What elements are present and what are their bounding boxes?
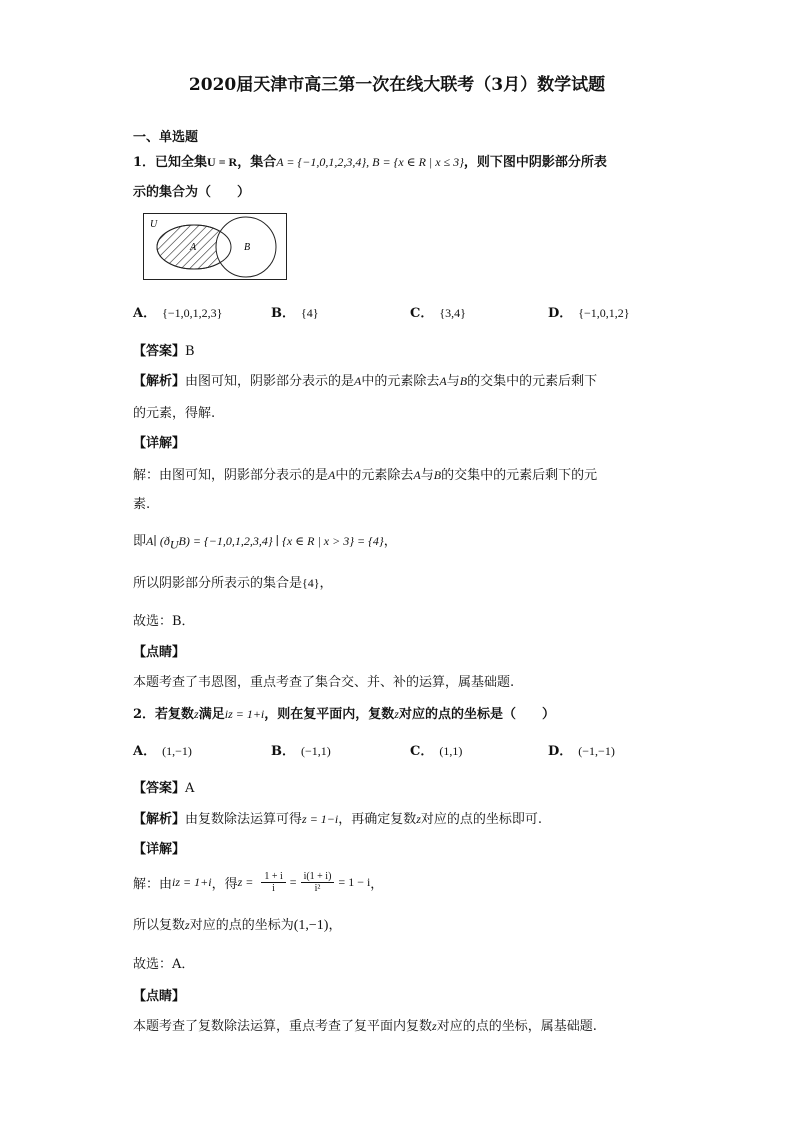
q2-option-a: A． (1,−1) <box>133 744 192 759</box>
q1-detail-heading: 【详解】 <box>133 436 186 451</box>
q2-detail-line-2: 所以复数z对应的点的坐标为(1,−1)， <box>133 918 342 933</box>
venn-diagram <box>143 213 288 281</box>
q2-detail-heading: 【详解】 <box>133 842 186 857</box>
question-1-line-2: 示的集合为（ ） <box>133 185 251 200</box>
q2-option-d: D． (−1,−1) <box>548 744 615 759</box>
q1-sets: A = {−1,0,1,2,3,4}, B = {x ∈ R | x ≤ 3} <box>276 155 464 169</box>
q1-detail-line-1: 解：由图可知，阴影部分表示的是A中的元素除去A与B的交集中的元素后剩下的元 <box>133 468 598 483</box>
page-title: 2020届天津市高三第一次在线大联考（3月）数学试题 <box>188 75 606 95</box>
q1-detail-line-4: 所以阴影部分所表示的集合是{4}， <box>133 576 333 591</box>
q1-analysis-line-2: 的元素，得解. <box>133 406 216 421</box>
venn-u-label: U <box>150 219 158 230</box>
section-heading: 一、单选题 <box>133 130 199 145</box>
q1-detail-line-3: 即A∣ $(ð_UB) = \{-1,0,1,2,3,4\}$ ∣ {x ∈ R | x > 3} = {4}， <box>133 534 397 552</box>
q1-suffix: ，则下图中阴影部分所表 <box>463 155 607 170</box>
q1-prefix: 1．已知全集 <box>133 155 208 170</box>
fraction-2: $\frac{i(1 + i)}{\text{i²}}$ <box>301 871 335 894</box>
q1-option-c: C． {3,4} <box>410 306 466 321</box>
q2-detail-line-1: 解：由 iz = 1+i ，得 z = $\frac{1 + i}{i}$ = $\frac{i(1 + i)}{\text{i²}}$ = 1 − i ， <box>133 870 384 894</box>
q2-detail-line-3: 故选：A． <box>133 957 195 972</box>
q1-detail-line-2: 素. <box>133 497 151 512</box>
q2-option-c: C． (1,1) <box>410 744 463 759</box>
q1-option-b: B． {4} <box>271 306 319 321</box>
q2-point-text: 本题考查了复数除法运算，重点考查了复平面内复数z对应的点的坐标，属基础题. <box>133 1019 597 1034</box>
venn-b-label: B <box>244 242 251 253</box>
q1-analysis-line-1: 【解析】由图可知，阴影部分表示的是A中的元素除去A与B的交集中的元素后剩下 <box>133 374 598 389</box>
q2-point-heading: 【点睛】 <box>133 989 186 1004</box>
q2-option-b: B． (−1,1) <box>271 744 331 759</box>
q1-universe: U = R <box>207 155 238 169</box>
q1-answer: 【答案】B <box>133 344 195 359</box>
question-1-line-1 <box>133 151 607 170</box>
question-2-line-1: 2．若复数z满足iz = 1+i，则在复平面内，复数z对应的点的坐标是（ ） <box>133 707 555 722</box>
q1-mid: ，集合 <box>237 155 277 170</box>
q2-analysis: 【解析】由复数除法运算可得z = 1−i，再确定复数z对应的点的坐标即可. <box>133 812 543 827</box>
q1-option-a: A． {−1,0,1,2,3} <box>133 306 223 321</box>
fraction-1: $\frac{1 + i}{i}$ <box>261 871 285 894</box>
q1-point-text: 本题考查了韦恩图，重点考查了集合交、并、补的运算，属基础题. <box>133 675 515 690</box>
q1-option-d: D． {−1,0,1,2} <box>548 306 630 321</box>
venn-svg <box>143 213 288 281</box>
q1-point-heading: 【点睛】 <box>133 645 186 660</box>
q2-answer: 【答案】A <box>133 781 195 796</box>
venn-a-label: A <box>190 242 197 253</box>
q1-detail-line-5: 故选：B． <box>133 614 195 629</box>
